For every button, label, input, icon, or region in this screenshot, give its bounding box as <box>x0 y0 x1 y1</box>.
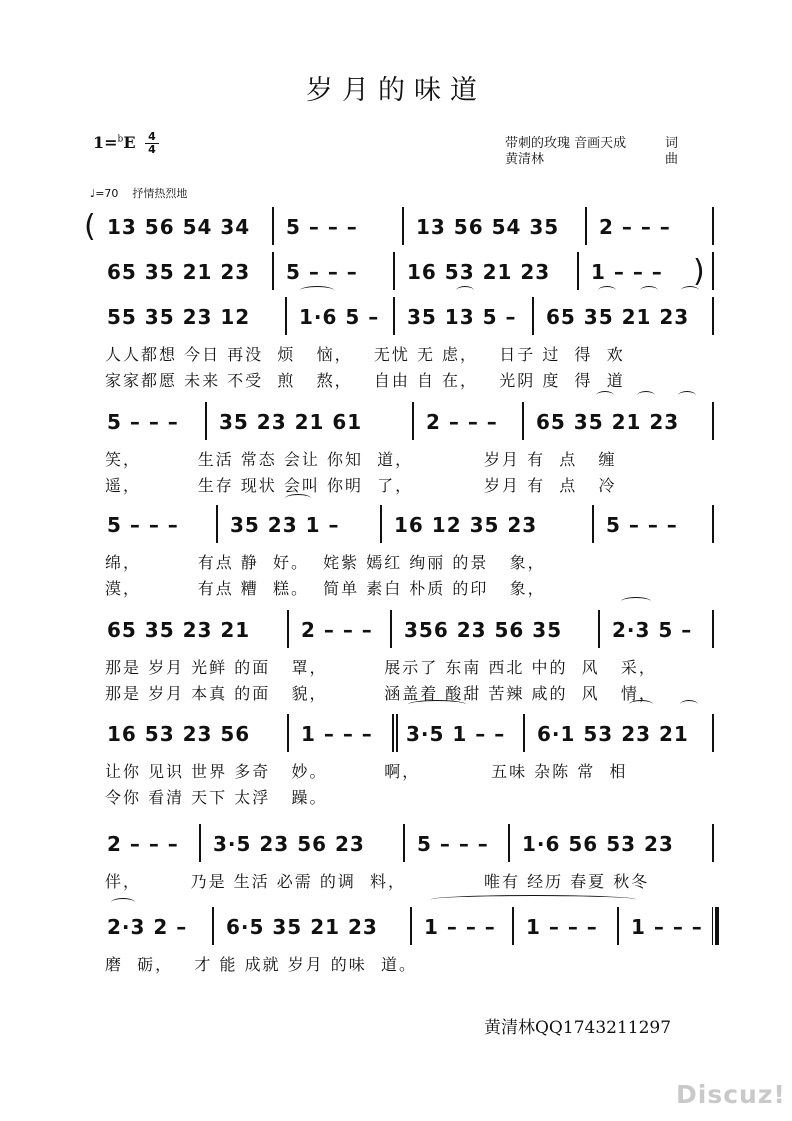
slur-mark <box>111 898 135 907</box>
barline <box>393 297 395 335</box>
measure: 35 23 1 – <box>230 513 340 537</box>
lyric-line: 绵， 有点 静 好。 姹紫 嫣红 绚丽 的景 象， <box>105 553 546 572</box>
barline <box>216 505 218 543</box>
measure: 3·5 1 – – <box>406 722 506 746</box>
measure: 1 – – – <box>526 915 598 939</box>
measure: 2 – – – <box>301 618 373 642</box>
lyric-line: 笑， 生活 常态 会让 你知 道， 岁月 有 点 缠 <box>105 450 617 469</box>
key-signature: 1=$^b$E <box>93 133 136 152</box>
barline <box>287 714 289 752</box>
measure: 65 35 21 23 <box>536 410 680 434</box>
measure: 5 – – – <box>417 832 489 856</box>
slur-mark <box>629 700 653 709</box>
barline <box>712 207 714 245</box>
barline <box>287 610 289 648</box>
barline <box>712 907 719 945</box>
barline <box>205 402 207 440</box>
measure: 16 53 23 56 <box>107 722 251 746</box>
measure: 2·3 5 – <box>612 618 693 642</box>
slur-mark <box>431 895 636 904</box>
slur-mark <box>596 391 614 400</box>
measure: 5 – – – <box>286 260 358 284</box>
measure: 5 – – – <box>606 513 678 537</box>
time-signature: 4 4 <box>145 131 159 156</box>
slur-mark <box>456 286 474 295</box>
repeat-paren-open: ( <box>84 209 96 244</box>
measure: 1 – – – <box>631 915 703 939</box>
measure: 6·5 35 21 23 <box>226 915 378 939</box>
slur-mark <box>678 391 696 400</box>
barline <box>285 297 287 335</box>
measure: 2 – – – <box>426 410 498 434</box>
measure: 3·5 23 56 23 <box>213 832 365 856</box>
barline <box>617 907 619 945</box>
barline <box>712 402 714 440</box>
slur-mark <box>640 286 658 295</box>
barline <box>272 252 274 290</box>
barline <box>592 505 594 543</box>
barline <box>522 402 524 440</box>
barline <box>380 505 382 543</box>
song-title: 岁月的味道 <box>306 75 486 106</box>
credits: 带刺的玫瑰 音画天成 词 黄清林 曲 <box>505 136 679 167</box>
slur-mark <box>621 597 651 606</box>
barline <box>199 824 201 862</box>
barline <box>712 297 714 335</box>
slur-mark <box>285 494 311 503</box>
slur-mark <box>598 286 616 295</box>
barline <box>410 907 412 945</box>
lyric-line: 让你 见识 世界 多奇 妙。 啊， 五味 杂陈 常 相 <box>105 762 628 781</box>
measure: 2 – – – <box>599 215 671 239</box>
slur-mark <box>637 391 655 400</box>
measure: 5 – – – <box>286 215 358 239</box>
measure: 13 56 54 34 <box>107 215 251 239</box>
barline <box>390 610 392 648</box>
measure: 5 – – – <box>107 410 179 434</box>
slur-mark <box>300 286 334 295</box>
measure: 16 53 21 23 <box>407 260 551 284</box>
barline <box>402 207 404 245</box>
lyric-line: 那是 岁月 本真 的面 貌， 涵盖着 酸甜 苦辣 咸的 风 情， <box>105 684 657 703</box>
lyric-line: 遥， 生存 现状 会叫 你明 了， 岁月 有 点 冷 <box>105 476 617 495</box>
barline <box>272 207 274 245</box>
tempo-marking: ♩=70 抒情热烈地 <box>90 187 188 200</box>
measure: 1 – – – <box>301 722 373 746</box>
signature: 黄清林QQ1743211297 <box>484 1018 672 1038</box>
measure: 1 – – – <box>591 260 663 284</box>
slur-mark <box>408 700 466 709</box>
barline <box>712 610 714 648</box>
measure: 35 23 21 61 <box>219 410 363 434</box>
measure: 1·6 5 – <box>299 305 380 329</box>
measure: 2 – – – <box>107 832 179 856</box>
barline <box>393 252 395 290</box>
measure: 35 13 5 – <box>407 305 517 329</box>
barline <box>512 907 514 945</box>
lyric-line: 那是 岁月 光鲜 的面 罩， 展示了 东南 西北 中的 风 采， <box>105 658 657 677</box>
barline <box>532 297 534 335</box>
barline <box>577 252 579 290</box>
repeat-paren-close: ) <box>693 254 705 289</box>
barline <box>712 714 714 752</box>
measure: 356 23 56 35 <box>404 618 563 642</box>
measure: 55 35 23 12 <box>107 305 251 329</box>
measure: 1·6 56 53 23 <box>522 832 674 856</box>
measure: 65 35 21 23 <box>546 305 690 329</box>
barline <box>508 824 510 862</box>
measure: 16 12 35 23 <box>394 513 538 537</box>
measure: 6·1 53 23 21 <box>537 722 689 746</box>
barline <box>212 907 214 945</box>
measure: 65 35 23 21 <box>107 618 251 642</box>
lyric-line: 人人都想 今日 再没 烦 恼， 无忧 无 虑， 日子 过 得 欢 <box>105 345 625 364</box>
barline <box>523 714 525 752</box>
barline <box>403 824 405 862</box>
barline <box>392 714 398 752</box>
lyric-line: 令你 看清 天下 太浮 躁。 <box>105 788 328 807</box>
barline <box>712 505 714 543</box>
measure: 2·3 2 – <box>107 915 188 939</box>
slur-mark <box>681 286 699 295</box>
lyric-line: 漠， 有点 糟 糕。 简单 素白 朴质 的印 象， <box>105 579 546 598</box>
barline <box>712 252 714 290</box>
barline <box>585 207 587 245</box>
slur-mark <box>680 700 698 709</box>
measure: 65 35 21 23 <box>107 260 251 284</box>
lyric-line: 伴， 乃是 生活 必需 的调 料， 唯有 经历 春夏 秋冬 <box>105 872 650 891</box>
barline <box>412 402 414 440</box>
barline <box>712 824 714 862</box>
measure: 13 56 54 35 <box>416 215 560 239</box>
measure: 5 – – – <box>107 513 179 537</box>
watermark: Discuz! <box>676 1080 786 1109</box>
barline <box>598 610 600 648</box>
lyric-line: 家家都愿 未来 不受 煎 熬， 自由 自 在， 光阴 度 得 道 <box>105 371 625 390</box>
lyric-line: 磨 砺， 才 能 成就 岁月 的味 道。 <box>105 955 417 974</box>
measure: 1 – – – <box>424 915 496 939</box>
